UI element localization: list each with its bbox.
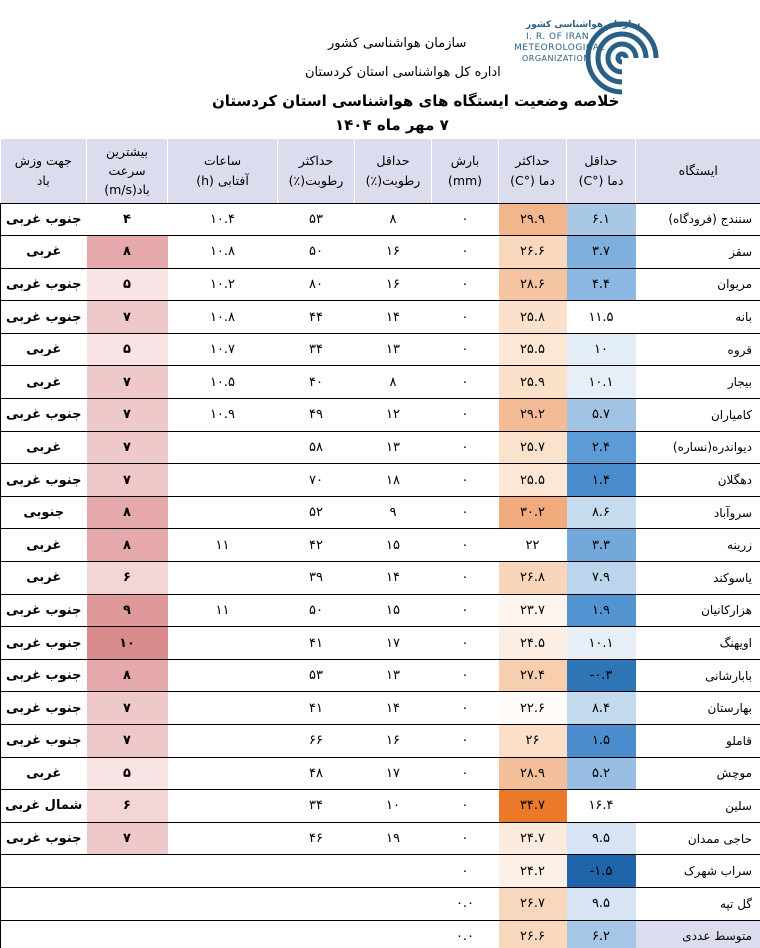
max-humidity-cell: ۵۸	[278, 431, 355, 464]
max-temp-cell: ۲۶	[499, 725, 567, 758]
org-name: سازمان هواشناسی کشور	[328, 36, 467, 51]
wind-direction-cell	[1, 920, 87, 948]
col-rhmin: حداقل رطوبت(٪)	[355, 139, 432, 203]
precip-cell: ۰	[432, 659, 499, 692]
logo-text-line1: I. R. OF IRAN	[526, 32, 590, 42]
min-temp-cell: ۴.۴	[567, 268, 636, 301]
sunshine-cell: ۱۰.۷	[168, 333, 278, 366]
station-name-cell: مریوان	[636, 268, 760, 301]
max-temp-cell: ۲۵.۸	[499, 301, 567, 334]
max-humidity-cell: ۵۰	[278, 594, 355, 627]
station-name-cell: سراب شهرک	[636, 855, 760, 888]
logo-text-line3: ORGANIZATION	[522, 54, 590, 63]
precip-cell: ۰	[432, 692, 499, 725]
table-row	[1, 496, 760, 529]
wind-direction-cell: غربی	[1, 333, 87, 366]
logo-text-line2: METEOROLOGICAL	[514, 43, 605, 53]
table-row	[1, 659, 760, 692]
sunshine-cell	[168, 692, 278, 725]
max-temp-cell: ۳۴.۷	[499, 790, 567, 823]
min-humidity-cell: ۹	[355, 496, 432, 529]
table-row	[1, 725, 760, 758]
station-name-cell: سقز	[636, 236, 760, 269]
max-temp-cell: ۳۰.۲	[499, 496, 567, 529]
station-name-cell: بابارشانی	[636, 659, 760, 692]
min-humidity-cell: ۱۸	[355, 464, 432, 497]
sunshine-cell	[168, 855, 278, 888]
max-wind-cell: ۸	[87, 496, 168, 529]
station-name-cell: حاجی ممدان	[636, 822, 760, 855]
precip-cell: ۰	[432, 855, 499, 888]
max-temp-cell: ۲۶.۸	[499, 562, 567, 595]
max-humidity-cell	[278, 920, 355, 948]
sunshine-cell: ۱۱	[168, 529, 278, 562]
min-humidity-cell: ۸	[355, 366, 432, 399]
min-humidity-cell	[355, 855, 432, 888]
table-row	[1, 757, 760, 790]
max-wind-cell: ۷	[87, 301, 168, 334]
table-row	[1, 268, 760, 301]
precip-cell: ۰	[432, 562, 499, 595]
min-temp-cell: ۰.۳-	[567, 659, 636, 692]
precip-cell: ۰	[432, 790, 499, 823]
station-name-cell: دیواندره(نساره)	[636, 431, 760, 464]
col-station: ایستگاه	[636, 139, 760, 203]
wind-direction-cell: جنوبی	[1, 496, 87, 529]
min-humidity-cell: ۱۷	[355, 627, 432, 660]
min-temp-cell: ۶.۲	[567, 920, 636, 948]
min-temp-cell: ۵.۷	[567, 399, 636, 432]
max-humidity-cell: ۳۹	[278, 562, 355, 595]
max-temp-cell: ۲۴.۷	[499, 822, 567, 855]
precip-cell: ۰	[432, 822, 499, 855]
min-humidity-cell: ۱۷	[355, 757, 432, 790]
wind-direction-cell: غربی	[1, 431, 87, 464]
precip-cell: ۰	[432, 529, 499, 562]
wind-direction-cell: جنوب غربی	[1, 399, 87, 432]
min-temp-cell: ۱.۵	[567, 725, 636, 758]
min-humidity-cell: ۱۴	[355, 562, 432, 595]
max-wind-cell: ۵	[87, 333, 168, 366]
station-name-cell: قروه	[636, 333, 760, 366]
col-tmin: حداقل دما (°C)	[567, 139, 636, 203]
table-row	[1, 562, 760, 595]
precip-cell: ۰	[432, 594, 499, 627]
table-row	[1, 594, 760, 627]
max-humidity-cell: ۴۶	[278, 822, 355, 855]
sunshine-cell	[168, 725, 278, 758]
max-humidity-cell: ۷۰	[278, 464, 355, 497]
station-name-cell: هزارکانیان	[636, 594, 760, 627]
min-temp-cell: ۸.۶	[567, 496, 636, 529]
wind-direction-cell: غربی	[1, 562, 87, 595]
station-name-cell: یاسوکند	[636, 562, 760, 595]
sunshine-cell: ۱۰.۸	[168, 236, 278, 269]
table-row	[1, 464, 760, 497]
max-temp-cell: ۲۸.۹	[499, 757, 567, 790]
station-name-cell: بانه	[636, 301, 760, 334]
max-humidity-cell: ۴۴	[278, 301, 355, 334]
min-humidity-cell: ۱۰	[355, 790, 432, 823]
max-wind-cell	[87, 920, 168, 948]
min-humidity-cell: ۱۶	[355, 236, 432, 269]
table-row	[1, 203, 760, 236]
min-temp-cell: ۳.۷	[567, 236, 636, 269]
max-temp-cell: ۲۶.۶	[499, 236, 567, 269]
wind-direction-cell: غربی	[1, 236, 87, 269]
max-temp-cell: ۲۴.۲	[499, 855, 567, 888]
meteorological-organization-logo	[496, 16, 664, 128]
col-precip: بارش (mm)	[432, 139, 499, 203]
precip-cell: ۰	[432, 757, 499, 790]
sunshine-cell: ۱۱	[168, 594, 278, 627]
max-wind-cell: ۷	[87, 725, 168, 758]
station-name-cell: سنندج (فرودگاه)	[636, 203, 760, 236]
sunshine-cell	[168, 887, 278, 920]
precip-cell: ۰.۰	[432, 920, 499, 948]
precip-cell: ۰	[432, 431, 499, 464]
station-name-cell: گل تپه	[636, 887, 760, 920]
min-temp-cell: ۱.۵-	[567, 855, 636, 888]
table-row	[1, 692, 760, 725]
wind-direction-cell: جنوب غربی	[1, 692, 87, 725]
sunshine-cell	[168, 562, 278, 595]
sunshine-cell	[168, 431, 278, 464]
max-temp-cell: ۲۶.۶	[499, 920, 567, 948]
table-row	[1, 366, 760, 399]
min-humidity-cell: ۱۵	[355, 594, 432, 627]
report-header	[0, 0, 760, 140]
station-name-cell: سلین	[636, 790, 760, 823]
max-wind-cell: ۶	[87, 562, 168, 595]
precip-cell: ۰	[432, 496, 499, 529]
wind-direction-cell: جنوب غربی	[1, 627, 87, 660]
station-name-cell: زرینه	[636, 529, 760, 562]
logo-text-fa: سازمان هواشناسی کشور	[526, 20, 641, 30]
spiral-logo-icon	[582, 18, 662, 98]
max-humidity-cell: ۴۱	[278, 692, 355, 725]
col-wind-direction: جهت وزش باد	[1, 139, 87, 203]
max-temp-cell: ۲۶.۷	[499, 887, 567, 920]
table-row	[1, 236, 760, 269]
station-name-cell: قاملو	[636, 725, 760, 758]
min-humidity-cell: ۱۶	[355, 268, 432, 301]
wind-direction-cell: غربی	[1, 757, 87, 790]
station-name-cell: اویهنگ	[636, 627, 760, 660]
station-name-cell: سروآباد	[636, 496, 760, 529]
table-row	[1, 301, 760, 334]
max-wind-cell: ۹	[87, 594, 168, 627]
max-humidity-cell: ۵۰	[278, 236, 355, 269]
wind-direction-cell: جنوب غربی	[1, 594, 87, 627]
max-humidity-cell: ۵۳	[278, 203, 355, 236]
max-temp-cell: ۲۸.۶	[499, 268, 567, 301]
sunshine-cell: ۱۰.۲	[168, 268, 278, 301]
table-body	[1, 203, 760, 948]
max-temp-cell: ۲۵.۹	[499, 366, 567, 399]
max-wind-cell: ۶	[87, 790, 168, 823]
max-wind-cell: ۵	[87, 268, 168, 301]
min-temp-cell: ۱۶.۴	[567, 790, 636, 823]
station-name-cell: متوسط عددی	[636, 920, 760, 948]
max-humidity-cell: ۴۸	[278, 757, 355, 790]
precip-cell: ۰	[432, 268, 499, 301]
max-humidity-cell: ۸۰	[278, 268, 355, 301]
max-humidity-cell: ۶۶	[278, 725, 355, 758]
wind-direction-cell: جنوب غربی	[1, 301, 87, 334]
max-temp-cell: ۲۷.۴	[499, 659, 567, 692]
wind-direction-cell	[1, 855, 87, 888]
min-temp-cell: ۷.۹	[567, 562, 636, 595]
sunshine-cell	[168, 659, 278, 692]
sunshine-cell	[168, 822, 278, 855]
min-humidity-cell: ۱۵	[355, 529, 432, 562]
min-temp-cell: ۸.۴	[567, 692, 636, 725]
table-row	[1, 790, 760, 823]
sunshine-cell	[168, 920, 278, 948]
max-wind-cell: ۸	[87, 529, 168, 562]
sunshine-cell	[168, 464, 278, 497]
max-humidity-cell: ۴۰	[278, 366, 355, 399]
min-humidity-cell: ۱۴	[355, 692, 432, 725]
precip-cell: ۰	[432, 366, 499, 399]
precip-cell: ۰	[432, 627, 499, 660]
precip-cell: ۰	[432, 464, 499, 497]
max-temp-cell: ۲۳.۷	[499, 594, 567, 627]
station-name-cell: دهگلان	[636, 464, 760, 497]
min-temp-cell: ۹.۵	[567, 887, 636, 920]
average-row	[1, 920, 760, 948]
max-humidity-cell: ۳۴	[278, 333, 355, 366]
precip-cell: ۰.۰	[432, 887, 499, 920]
min-humidity-cell: ۸	[355, 203, 432, 236]
sunshine-cell: ۱۰.۵	[168, 366, 278, 399]
max-wind-cell: ۴	[87, 203, 168, 236]
wind-direction-cell: غربی	[1, 529, 87, 562]
sunshine-cell	[168, 790, 278, 823]
min-temp-cell: ۱۰.۱	[567, 627, 636, 660]
max-wind-cell: ۷	[87, 431, 168, 464]
table-row	[1, 822, 760, 855]
max-temp-cell: ۲۵.۵	[499, 464, 567, 497]
sunshine-cell: ۱۰.۸	[168, 301, 278, 334]
min-temp-cell: ۱۰.۱	[567, 366, 636, 399]
min-humidity-cell: ۱۹	[355, 822, 432, 855]
col-sunshine: ساعات آفتابی (h)	[168, 139, 278, 203]
max-wind-cell	[87, 855, 168, 888]
max-temp-cell: ۲۵.۵	[499, 333, 567, 366]
precip-cell: ۰	[432, 725, 499, 758]
wind-direction-cell: جنوب غربی	[1, 203, 87, 236]
table-row	[1, 855, 760, 888]
sunshine-cell	[168, 757, 278, 790]
table-row	[1, 529, 760, 562]
station-name-cell: بهارستان	[636, 692, 760, 725]
table-header-row	[1, 139, 760, 203]
max-humidity-cell: ۴۲	[278, 529, 355, 562]
min-humidity-cell: ۱۳	[355, 431, 432, 464]
max-wind-cell: ۱۰	[87, 627, 168, 660]
max-wind-cell: ۸	[87, 659, 168, 692]
max-wind-cell: ۷	[87, 692, 168, 725]
min-temp-cell: ۹.۵	[567, 822, 636, 855]
min-temp-cell: ۲.۴	[567, 431, 636, 464]
wind-direction-cell	[1, 887, 87, 920]
max-wind-cell	[87, 887, 168, 920]
col-rhmax: حداکثر رطوبت(٪)	[278, 139, 355, 203]
max-temp-cell: ۲۵.۷	[499, 431, 567, 464]
min-humidity-cell	[355, 920, 432, 948]
station-name-cell: بیجار	[636, 366, 760, 399]
wind-direction-cell: جنوب غربی	[1, 464, 87, 497]
table-row	[1, 333, 760, 366]
min-temp-cell: ۱.۹	[567, 594, 636, 627]
min-temp-cell: ۱۰	[567, 333, 636, 366]
min-temp-cell: ۱.۴	[567, 464, 636, 497]
min-humidity-cell: ۱۴	[355, 301, 432, 334]
sunshine-cell	[168, 627, 278, 660]
col-max-wind: بیشترین سرعت باد(m/s)	[87, 139, 168, 203]
table-row	[1, 399, 760, 432]
sunshine-cell: ۱۰.۹	[168, 399, 278, 432]
report-date: ۷ مهر ماه ۱۴۰۴	[335, 116, 449, 134]
max-temp-cell: ۲۲.۶	[499, 692, 567, 725]
min-humidity-cell: ۱۳	[355, 659, 432, 692]
wind-direction-cell: شمال غربی	[1, 790, 87, 823]
min-temp-cell: ۱۱.۵	[567, 301, 636, 334]
max-wind-cell: ۷	[87, 399, 168, 432]
precip-cell: ۰	[432, 333, 499, 366]
max-humidity-cell: ۵۳	[278, 659, 355, 692]
table-row	[1, 431, 760, 464]
max-wind-cell: ۵	[87, 757, 168, 790]
max-humidity-cell: ۴۹	[278, 399, 355, 432]
max-wind-cell: ۷	[87, 366, 168, 399]
min-humidity-cell: ۱۲	[355, 399, 432, 432]
wind-direction-cell: جنوب غربی	[1, 659, 87, 692]
precip-cell: ۰	[432, 236, 499, 269]
sunshine-cell	[168, 496, 278, 529]
min-humidity-cell: ۱۳	[355, 333, 432, 366]
max-humidity-cell	[278, 855, 355, 888]
wind-direction-cell: جنوب غربی	[1, 725, 87, 758]
sunshine-cell: ۱۰.۴	[168, 203, 278, 236]
max-wind-cell: ۷	[87, 464, 168, 497]
min-humidity-cell: ۱۶	[355, 725, 432, 758]
wind-direction-cell: جنوب غربی	[1, 822, 87, 855]
station-name-cell: موچش	[636, 757, 760, 790]
report-title: خلاصه وضعیت ایستگاه های هواشناسی استان کردستان	[212, 92, 620, 110]
max-temp-cell: ۲۹.۲	[499, 399, 567, 432]
table-row	[1, 627, 760, 660]
department-name: اداره کل هواشناسی استان کردستان	[305, 65, 501, 80]
max-humidity-cell: ۴۱	[278, 627, 355, 660]
station-name-cell: کامیاران	[636, 399, 760, 432]
min-temp-cell: ۳.۳	[567, 529, 636, 562]
min-humidity-cell	[355, 887, 432, 920]
max-wind-cell: ۷	[87, 822, 168, 855]
station-summary-table	[0, 139, 760, 948]
max-humidity-cell	[278, 887, 355, 920]
min-temp-cell: ۶.۱	[567, 203, 636, 236]
precip-cell: ۰	[432, 203, 499, 236]
max-temp-cell: ۲۴.۵	[499, 627, 567, 660]
min-temp-cell: ۵.۲	[567, 757, 636, 790]
precip-cell: ۰	[432, 301, 499, 334]
max-wind-cell: ۸	[87, 236, 168, 269]
max-temp-cell: ۲۹.۹	[499, 203, 567, 236]
max-humidity-cell: ۳۴	[278, 790, 355, 823]
max-temp-cell: ۲۲	[499, 529, 567, 562]
precip-cell: ۰	[432, 399, 499, 432]
wind-direction-cell: جنوب غربی	[1, 268, 87, 301]
wind-direction-cell: غربی	[1, 366, 87, 399]
table-row	[1, 887, 760, 920]
max-humidity-cell: ۵۲	[278, 496, 355, 529]
col-tmax: حداکثر دما (°C)	[499, 139, 567, 203]
